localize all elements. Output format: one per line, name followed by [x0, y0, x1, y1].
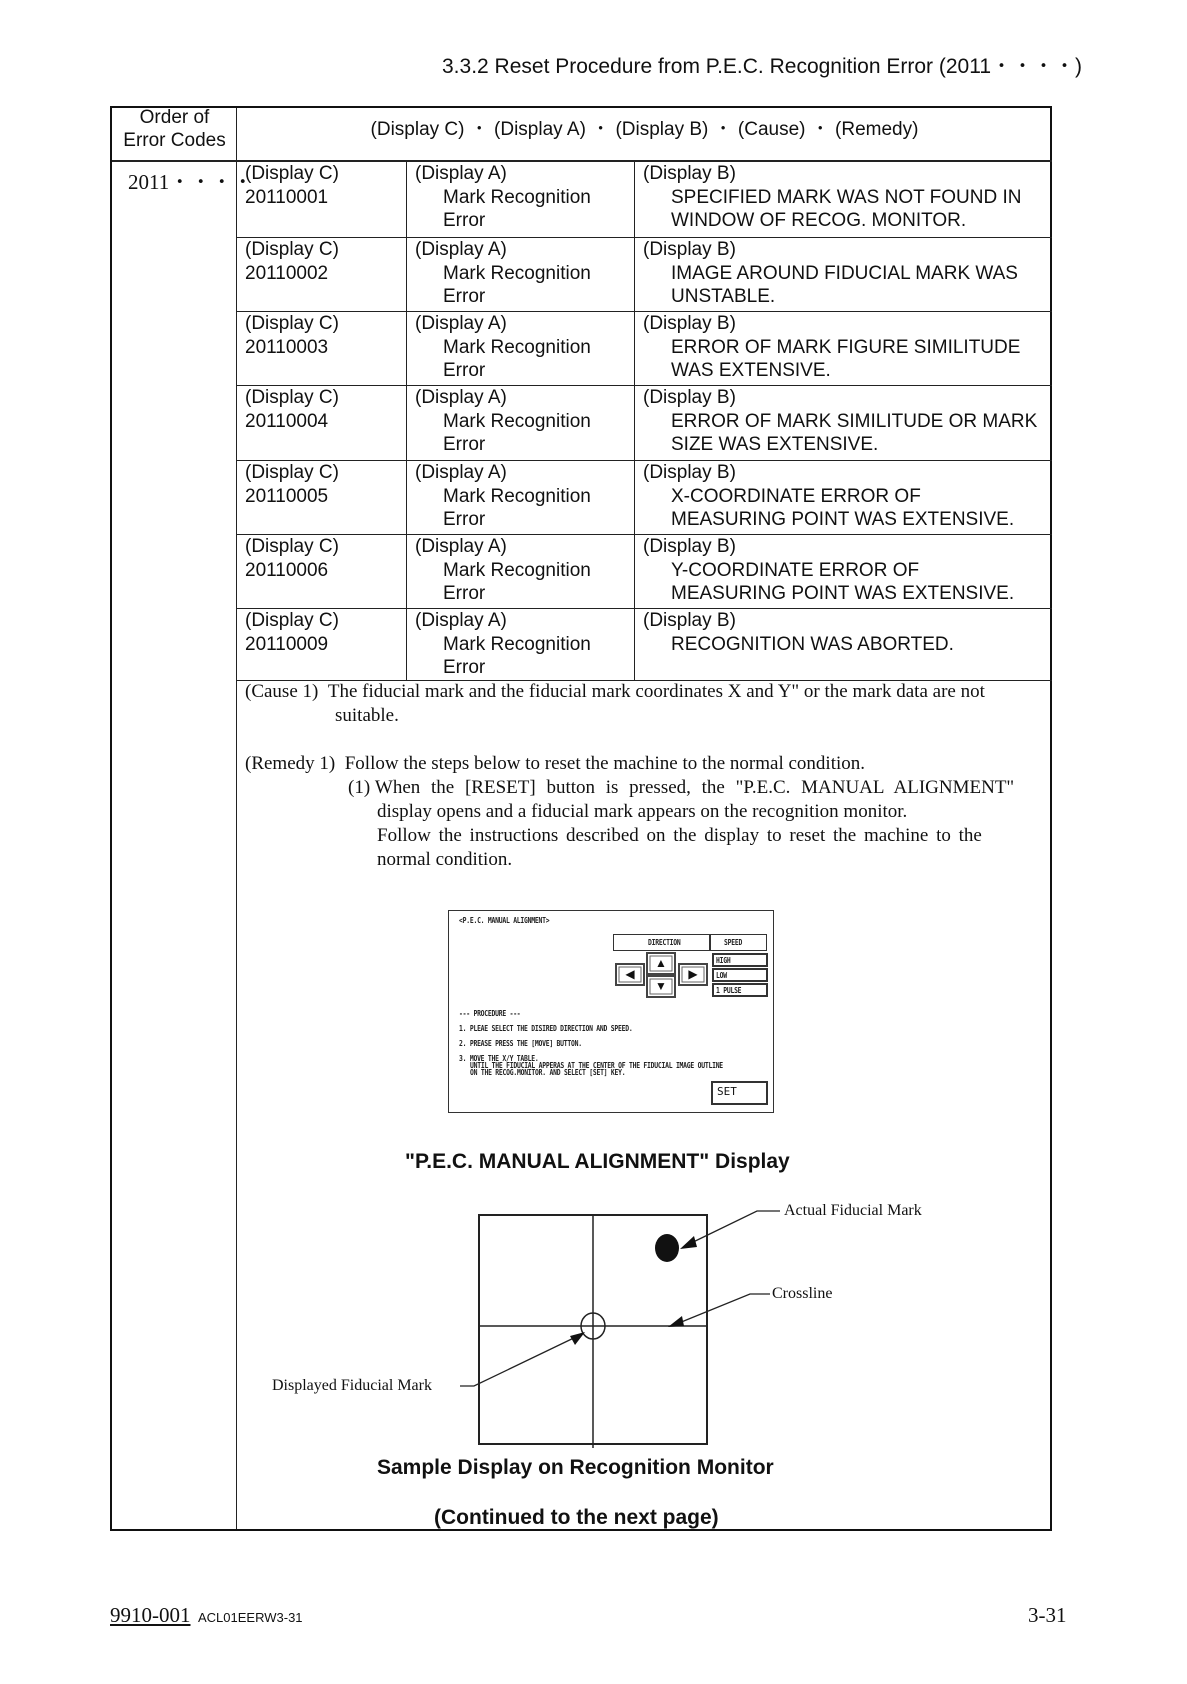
arrow-up-icon: ▲: [655, 956, 667, 970]
display-c-label: (Display C): [245, 163, 339, 184]
order-code: 2011・・・・: [128, 170, 254, 194]
cause-label: (Cause 1): [245, 681, 319, 702]
display-a-text: Error: [443, 210, 486, 231]
label-crossline: Crossline: [772, 1285, 833, 1302]
display-b-text: SIZE WAS EXTENSIVE.: [671, 434, 879, 455]
speed-low-label: LOW: [716, 971, 727, 980]
display-a-text: Error: [443, 583, 486, 604]
footer-doc-code: ACL01EERW3-31: [198, 1610, 303, 1625]
procedure-step-cont: UNTIL THE FIDUCIAL APPERAS AT THE CENTER OF THE FIDUCIAL IMAGE OUTLINE: [470, 1061, 723, 1070]
display-a-text: Error: [443, 509, 486, 530]
display-b-text: ERROR OF MARK SIMILITUDE OR MARK: [671, 410, 1038, 432]
display-a-label: (Display A): [415, 313, 507, 334]
display-b-text: RECOGNITION WAS ABORTED.: [671, 633, 954, 655]
section-title: 3.3.2 Reset Procedure from P.E.C. Recognition Error (2011・・・・): [442, 55, 1082, 78]
display-a-text: Mark Recognition: [443, 410, 591, 432]
display-b-text: ERROR OF MARK FIGURE SIMILITUDE: [671, 336, 1021, 358]
display-a-text: Error: [443, 286, 486, 307]
display-c-label: (Display C): [245, 462, 339, 483]
display-c-label: (Display C): [245, 313, 339, 334]
display-b-label: (Display B): [643, 536, 736, 557]
display-a-label: (Display A): [415, 387, 507, 408]
remedy-step-text: display opens and a fiducial mark appears on the recognition monitor.: [377, 801, 908, 822]
display-a-label: (Display A): [415, 462, 507, 483]
header-line: Order of: [139, 107, 210, 128]
display-a-text: Mark Recognition: [443, 262, 591, 284]
label-actual-fiducial-mark: Actual Fiducial Mark: [784, 1202, 922, 1219]
display-b-label: (Display B): [643, 313, 736, 334]
procedure-header: --- PROCEDURE ---: [459, 1009, 521, 1018]
display-a-label: (Display A): [415, 536, 507, 557]
remedy-step-text: When the [RESET] button is pressed, the "P.E.C. MANUAL ALIGNMENT": [374, 777, 1015, 798]
display-a-text: Error: [443, 657, 486, 678]
label-displayed-fiducial-mark: Displayed Fiducial Mark: [272, 1377, 432, 1394]
display-c-code: 20110004: [245, 410, 329, 432]
actual-fiducial-mark-icon: [655, 1234, 679, 1262]
arrow-head-icon: [570, 1332, 585, 1345]
display-b-text: UNSTABLE.: [671, 286, 776, 307]
display-a-text: Mark Recognition: [443, 186, 591, 208]
display-a-text: Mark Recognition: [443, 633, 591, 655]
crossline-leader: [674, 1294, 770, 1325]
arrow-head-icon: [680, 1236, 697, 1249]
display-b-text: MEASURING POINT WAS EXTENSIVE.: [671, 509, 1015, 530]
header-display-columns: (Display C) ・ (Display A) ・ (Display B) ・ (Cause) ・ (Remedy): [370, 119, 919, 140]
display-a-text: Mark Recognition: [443, 336, 591, 358]
display-b-label: (Display B): [643, 462, 736, 483]
speed-header-label: SPEED: [724, 938, 743, 947]
procedure-step: 3. MOVE THE X/Y TABLE.: [459, 1054, 539, 1063]
remedy-label: (Remedy 1): [245, 753, 336, 774]
screen-title: <P.E.C. MANUAL ALIGNMENT>: [459, 916, 550, 925]
remedy-intro: Follow the steps below to reset the machine to the normal condition.: [344, 753, 866, 774]
display-c-label: (Display C): [245, 536, 339, 557]
display-c-code: 20110005: [245, 485, 329, 507]
display-a-text: Error: [443, 360, 486, 381]
arrow-right-icon: ▶: [688, 967, 698, 981]
display-b-label: (Display B): [643, 387, 736, 408]
header-line: Error Codes: [123, 130, 226, 151]
display-b-text: MEASURING POINT WAS EXTENSIVE.: [671, 583, 1015, 604]
remedy-step-number: (1): [348, 777, 371, 798]
display-a-text: Mark Recognition: [443, 485, 591, 507]
screen-figure-caption: "P.E.C. MANUAL ALIGNMENT" Display: [405, 1150, 790, 1173]
display-c-label: (Display C): [245, 239, 339, 260]
footer-doc-number: 9910-001: [110, 1603, 191, 1627]
remedy-step-text: Follow the instructions described on the display to reset the machine to the: [377, 825, 982, 846]
display-a-label: (Display A): [415, 239, 507, 260]
display-c-code: 20110006: [245, 559, 329, 581]
display-c-label: (Display C): [245, 387, 339, 408]
display-b-text: Y-COORDINATE ERROR OF: [671, 559, 920, 581]
display-c-code: 20110002: [245, 262, 329, 284]
display-b-label: (Display B): [643, 239, 736, 260]
remedy-step-text: normal condition.: [377, 849, 513, 870]
speed-1pulse-label: 1 PULSE: [716, 986, 742, 995]
footer-page-number: 3-31: [1028, 1603, 1067, 1627]
display-a-label: (Display A): [415, 163, 507, 184]
display-b-text: WINDOW OF RECOG. MONITOR.: [671, 210, 967, 231]
set-button-label: SET: [717, 1085, 737, 1098]
procedure-step: 2. PREASE PRESS THE [MOVE] BUTTON.: [459, 1039, 582, 1048]
display-c-code: 20110003: [245, 336, 329, 358]
display-a-text: Mark Recognition: [443, 559, 591, 581]
procedure-step-cont: ON THE RECOG.MONITOR. AND SELECT [SET] KEY.: [470, 1068, 626, 1077]
speed-high-label: HIGH: [716, 956, 731, 965]
display-a-text: Error: [443, 434, 486, 455]
display-b-label: (Display B): [643, 610, 736, 631]
arrow-left-icon: ◀: [625, 967, 635, 981]
direction-header-label: DIRECTION: [648, 938, 681, 947]
cause-text-cont: suitable.: [335, 705, 399, 726]
display-c-code: 20110001: [245, 186, 329, 208]
display-a-label: (Display A): [415, 610, 507, 631]
display-c-label: (Display C): [245, 610, 339, 631]
actual-mark-leader: [685, 1211, 780, 1246]
arrow-down-icon: ▼: [655, 979, 667, 993]
display-b-text: WAS EXTENSIVE.: [671, 360, 831, 381]
display-b-label: (Display B): [643, 163, 736, 184]
continued-note: (Continued to the next page): [434, 1506, 719, 1529]
arrow-head-icon: [668, 1316, 684, 1327]
cause-text: The fiducial mark and the fiducial mark coordinates X and Y" or the mark data are not: [327, 681, 985, 702]
display-b-text: X-COORDINATE ERROR OF: [671, 485, 921, 507]
procedure-step: 1. PLEAE SELECT THE DISIRED DIRECTION AND SPEED.: [459, 1024, 633, 1033]
display-b-text: SPECIFIED MARK WAS NOT FOUND IN: [671, 186, 1022, 208]
monitor-figure-caption: Sample Display on Recognition Monitor: [377, 1456, 774, 1479]
display-b-text: IMAGE AROUND FIDUCIAL MARK WAS: [671, 262, 1018, 284]
display-c-code: 20110009: [245, 633, 329, 655]
